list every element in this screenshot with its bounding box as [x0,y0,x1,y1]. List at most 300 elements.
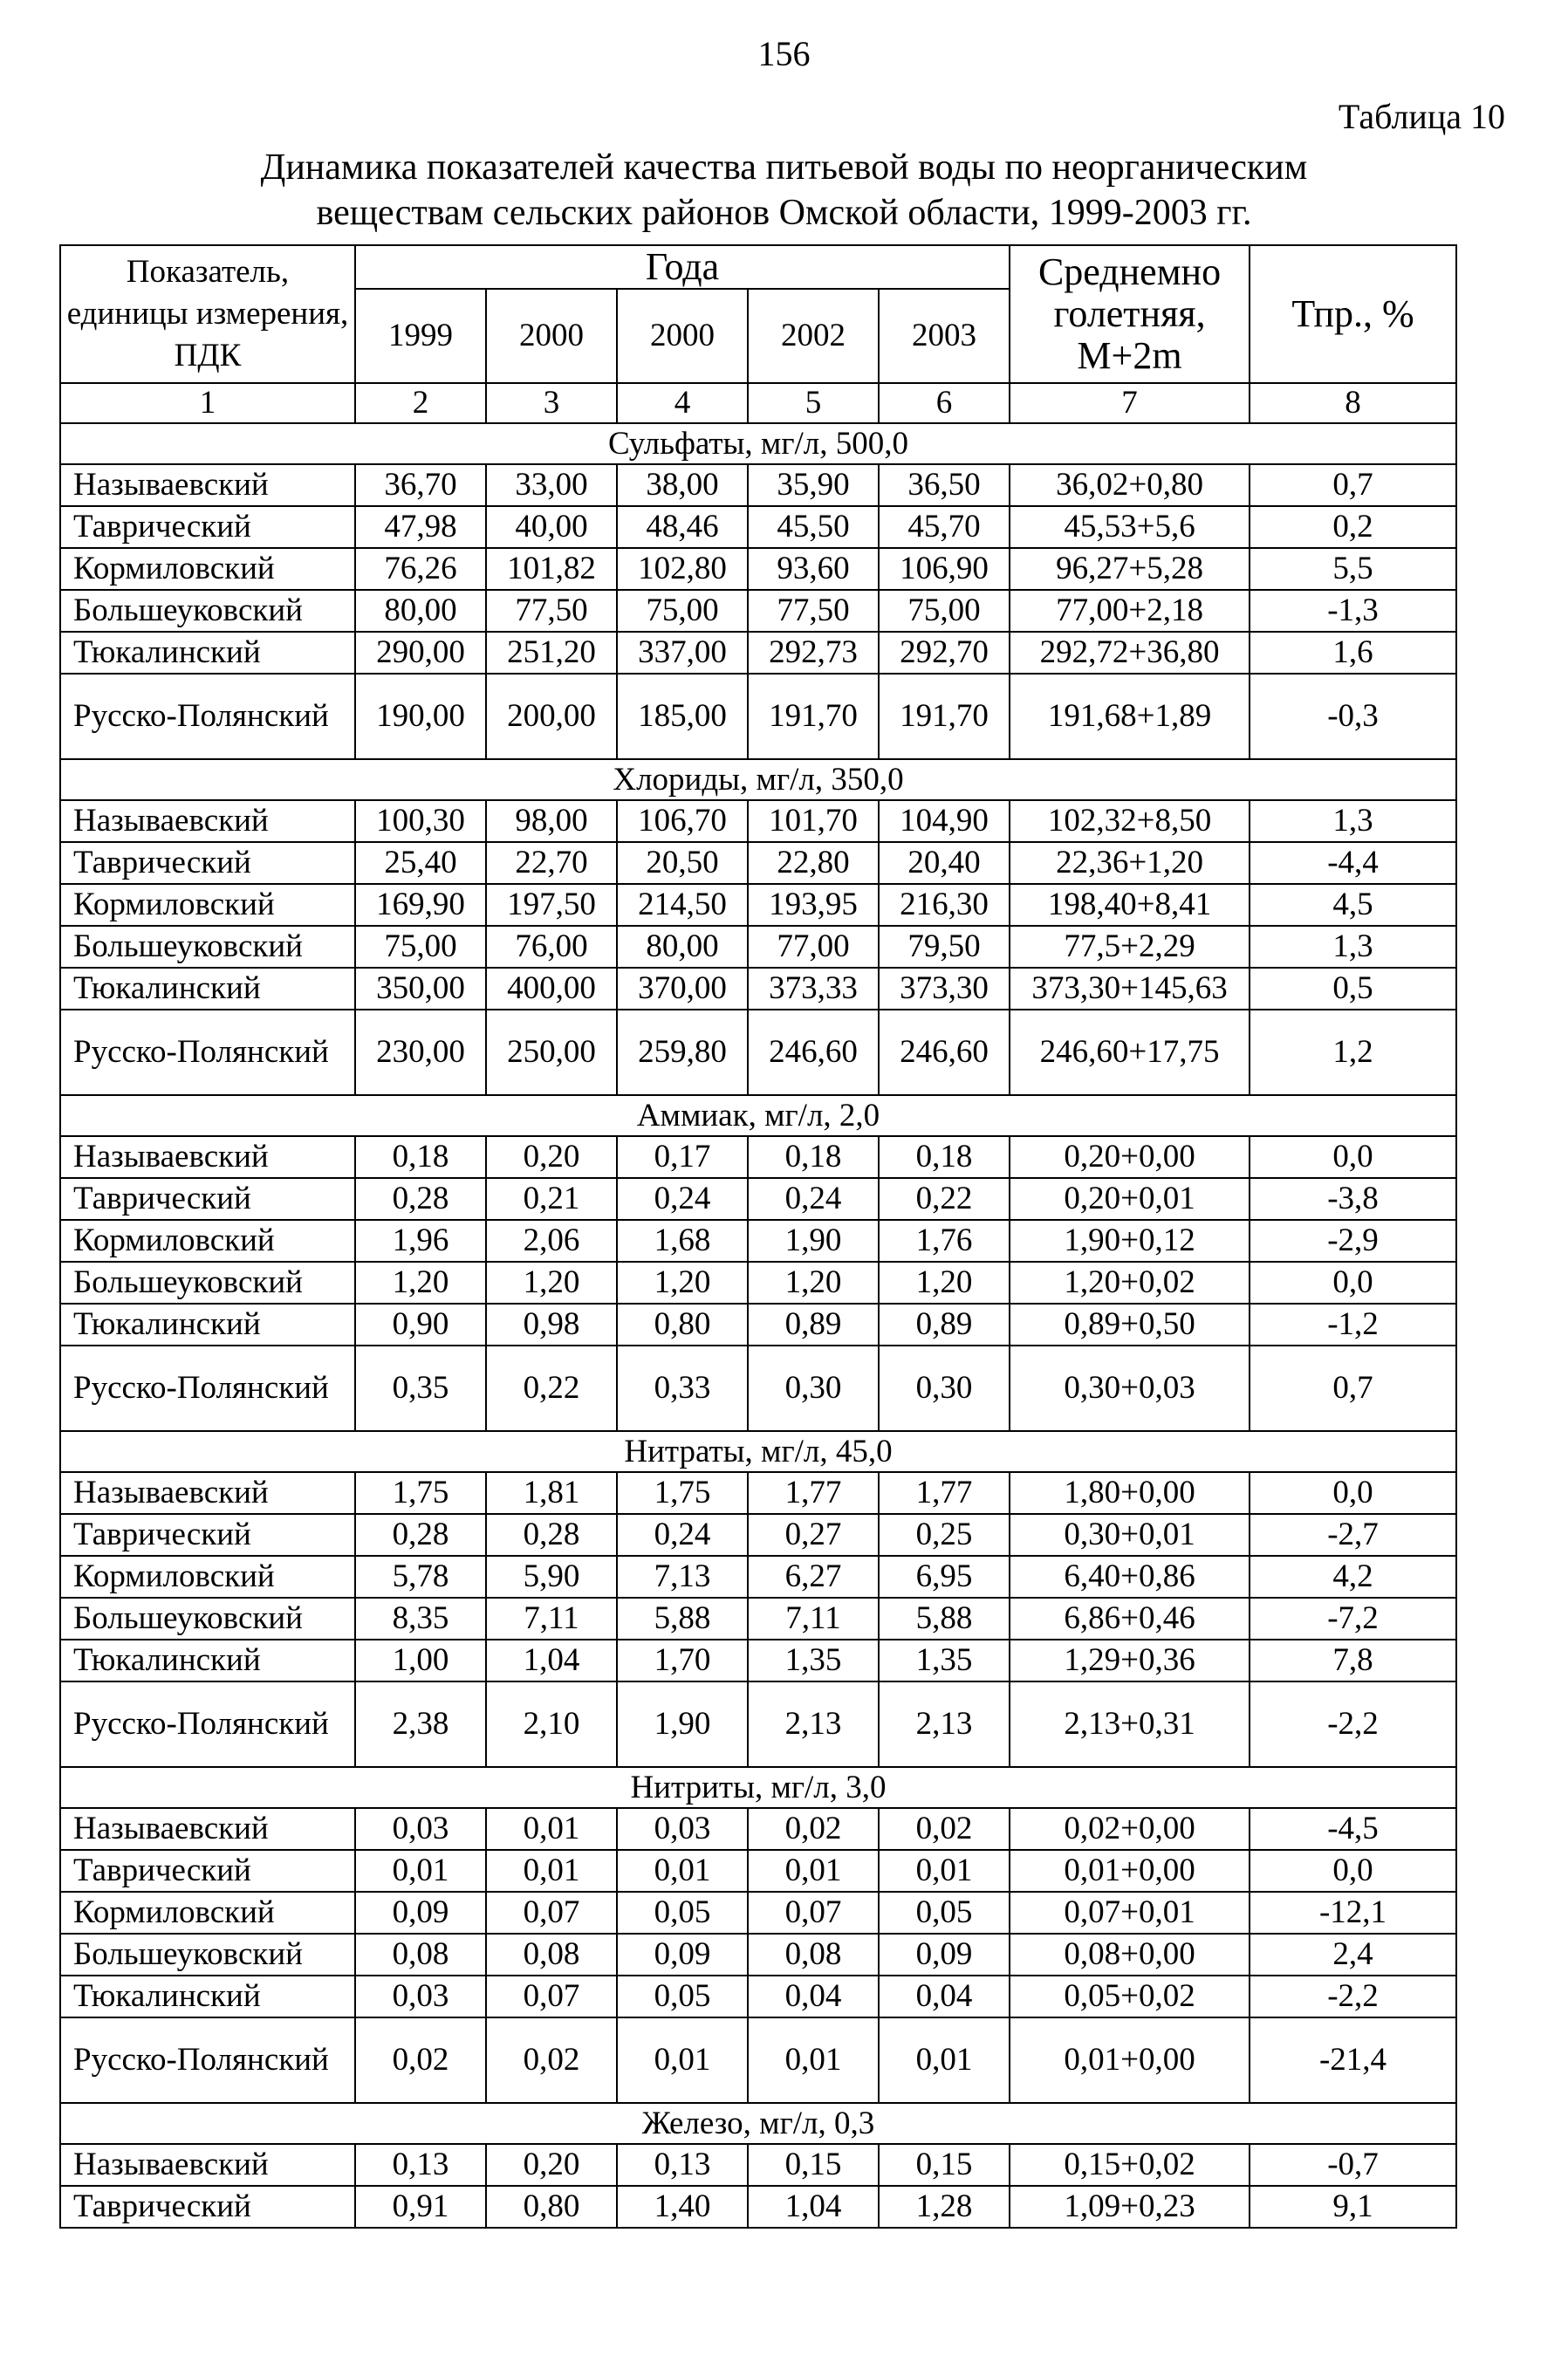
mean-value: 373,30+145,63 [1010,968,1250,1010]
year-value: 191,70 [879,674,1010,759]
year-value: 77,50 [486,590,617,632]
header-tpr: Тпр., % [1250,245,1456,383]
year-value: 20,50 [617,842,748,884]
mean-value: 0,07+0,01 [1010,1892,1250,1934]
mean-value: 0,20+0,01 [1010,1178,1250,1220]
year-value: 0,01 [879,2017,1010,2103]
district-name: Русско-Полянский [60,1346,355,1431]
section-title: Хлориды, мг/л, 350,0 [60,759,1456,800]
table-row [60,1976,1456,2017]
year-value: 0,09 [617,1934,748,1976]
year-value: 5,90 [486,1556,617,1598]
year-value: 246,60 [748,1010,879,1095]
tpr-value: 0,0 [1250,1472,1456,1514]
mean-value: 77,5+2,29 [1010,926,1250,968]
year-value: 200,00 [486,674,617,759]
year-value: 1,81 [486,1472,617,1514]
mean-value: 198,40+8,41 [1010,884,1250,926]
year-value: 0,02 [879,1808,1010,1850]
district-name: Тюкалинский [60,632,355,674]
table-row [60,1850,1456,1892]
district-name: Кормиловский [60,884,355,926]
year-value: 75,00 [879,590,1010,632]
section-title: Нитриты, мг/л, 3,0 [60,1767,1456,1808]
year-value: 0,07 [486,1976,617,2017]
year-value: 0,20 [486,2144,617,2186]
section-row [60,759,1456,800]
year-value: 0,15 [879,2144,1010,2186]
mean-value: 1,90+0,12 [1010,1220,1250,1262]
table-row [60,548,1456,590]
mean-value: 0,01+0,00 [1010,2017,1250,2103]
table-row [60,1304,1456,1346]
year-value: 0,05 [617,1892,748,1934]
tpr-value: 9,1 [1250,2186,1456,2228]
year-value: 251,20 [486,632,617,674]
year-value: 0,30 [748,1346,879,1431]
year-value: 7,11 [486,1598,617,1640]
year-value: 1,20 [879,1262,1010,1304]
column-number-row [60,383,1456,423]
column-number: 8 [1250,383,1456,423]
district-name: Большеуковский [60,1598,355,1640]
year-value: 101,70 [748,800,879,842]
table-row [60,1472,1456,1514]
section-row [60,1095,1456,1136]
year-value: 25,40 [355,842,486,884]
year-value: 0,01 [748,1850,879,1892]
year-value: 0,07 [486,1892,617,1934]
mean-value: 0,02+0,00 [1010,1808,1250,1850]
district-name: Тюкалинский [60,1304,355,1346]
year-value: 370,00 [617,968,748,1010]
column-number: 3 [486,383,617,423]
year-value: 0,33 [617,1346,748,1431]
district-name: Большеуковский [60,1934,355,1976]
district-name: Кормиловский [60,1220,355,1262]
year-value: 0,08 [748,1934,879,1976]
year-value: 1,75 [617,1472,748,1514]
year-value: 2,38 [355,1681,486,1767]
year-value: 0,89 [879,1304,1010,1346]
year-value: 101,82 [486,548,617,590]
year-value: 5,88 [617,1598,748,1640]
year-value: 0,09 [879,1934,1010,1976]
year-value: 1,77 [879,1472,1010,1514]
year-value: 8,35 [355,1598,486,1640]
year-value: 0,21 [486,1178,617,1220]
year-value: 0,01 [486,1808,617,1850]
mean-value: 0,05+0,02 [1010,1976,1250,2017]
year-value: 1,68 [617,1220,748,1262]
year-value: 292,70 [879,632,1010,674]
title-line-2: веществам сельских районов Омской области, 1999-2003 гг. [316,193,1252,233]
year-value: 40,00 [486,506,617,548]
year-value: 0,04 [879,1976,1010,2017]
column-number: 2 [355,383,486,423]
tpr-value: 1,3 [1250,926,1456,968]
district-name: Таврический [60,842,355,884]
district-name: Таврический [60,2186,355,2228]
tpr-value: 4,2 [1250,1556,1456,1598]
year-value: 0,15 [748,2144,879,2186]
district-name: Русско-Полянский [60,2017,355,2103]
year-value: 6,95 [879,1556,1010,1598]
year-value: 38,00 [617,464,748,506]
mean-value: 0,89+0,50 [1010,1304,1250,1346]
year-value: 0,01 [617,2017,748,2103]
table-row [60,1598,1456,1640]
year-value: 45,50 [748,506,879,548]
year-value: 230,00 [355,1010,486,1095]
table-row [60,1346,1456,1431]
year-value: 2,13 [879,1681,1010,1767]
mean-value: 292,72+36,80 [1010,632,1250,674]
year-value: 75,00 [355,926,486,968]
tpr-value: -7,2 [1250,1598,1456,1640]
tpr-value: -0,7 [1250,2144,1456,2186]
table-row [60,2144,1456,2186]
year-value: 0,09 [355,1892,486,1934]
district-name: Тюкалинский [60,968,355,1010]
column-number: 5 [748,383,879,423]
year-value: 106,70 [617,800,748,842]
table-row [60,1681,1456,1767]
year-value: 5,88 [879,1598,1010,1640]
district-name: Называевский [60,1808,355,1850]
year-value: 106,90 [879,548,1010,590]
tpr-value: -21,4 [1250,2017,1456,2103]
column-number: 7 [1010,383,1250,423]
year-value: 80,00 [355,590,486,632]
tpr-value: -2,2 [1250,1976,1456,2017]
mean-value: 6,86+0,46 [1010,1598,1250,1640]
tpr-value: -1,2 [1250,1304,1456,1346]
year-value: 35,90 [748,464,879,506]
district-name: Кормиловский [60,548,355,590]
year-value: 1,20 [617,1262,748,1304]
section-title: Аммиак, мг/л, 2,0 [60,1095,1456,1136]
year-value: 0,01 [617,1850,748,1892]
mean-value: 96,27+5,28 [1010,548,1250,590]
year-value: 191,70 [748,674,879,759]
year-value: 185,00 [617,674,748,759]
year-value: 0,80 [617,1304,748,1346]
year-value: 33,00 [486,464,617,506]
year-value: 0,90 [355,1304,486,1346]
column-number: 4 [617,383,748,423]
year-value: 1,77 [748,1472,879,1514]
year-value: 76,00 [486,926,617,968]
tpr-value: -2,7 [1250,1514,1456,1556]
year-value: 0,01 [879,1850,1010,1892]
mean-value: 1,20+0,02 [1010,1262,1250,1304]
tpr-value: 0,7 [1250,464,1456,506]
year-value: 350,00 [355,968,486,1010]
year-value: 0,05 [617,1976,748,2017]
year-value: 100,30 [355,800,486,842]
table-row [60,1934,1456,1976]
mean-value: 1,09+0,23 [1010,2186,1250,2228]
table-row [60,632,1456,674]
tpr-value: -3,8 [1250,1178,1456,1220]
mean-value: 0,30+0,03 [1010,1346,1250,1431]
year-value: 0,98 [486,1304,617,1346]
year-value: 0,13 [355,2144,486,2186]
year-value: 169,90 [355,884,486,926]
header-years-group: Года [355,245,1010,289]
year-value: 93,60 [748,548,879,590]
mean-value: 1,29+0,36 [1010,1640,1250,1681]
year-value: 292,73 [748,632,879,674]
table-row [60,842,1456,884]
table-row [60,464,1456,506]
year-value: 1,04 [748,2186,879,2228]
tpr-value: 5,5 [1250,548,1456,590]
year-value: 1,28 [879,2186,1010,2228]
year-value: 77,00 [748,926,879,968]
header-year: 2002 [748,289,879,383]
district-name: Большеуковский [60,926,355,968]
mean-value: 1,80+0,00 [1010,1472,1250,1514]
tpr-value: -2,2 [1250,1681,1456,1767]
district-name: Русско-Полянский [60,674,355,759]
year-value: 77,50 [748,590,879,632]
year-value: 0,20 [486,1136,617,1178]
district-name: Русско-Полянский [60,1681,355,1767]
year-value: 0,24 [617,1178,748,1220]
district-name: Большеуковский [60,1262,355,1304]
year-value: 2,06 [486,1220,617,1262]
table-row [60,1220,1456,1262]
year-value: 1,00 [355,1640,486,1681]
year-value: 1,20 [355,1262,486,1304]
mean-value: 0,20+0,00 [1010,1136,1250,1178]
year-value: 5,78 [355,1556,486,1598]
page-number: 156 [757,34,811,73]
table-row [60,1136,1456,1178]
year-value: 22,80 [748,842,879,884]
district-name: Называевский [60,1136,355,1178]
district-name: Называевский [60,800,355,842]
district-name: Кормиловский [60,1892,355,1934]
table-row [60,926,1456,968]
year-value: 0,03 [355,1808,486,1850]
tpr-value: -4,5 [1250,1808,1456,1850]
year-value: 20,40 [879,842,1010,884]
year-value: 102,80 [617,548,748,590]
year-value: 214,50 [617,884,748,926]
year-value: 0,91 [355,2186,486,2228]
mean-value: 0,30+0,01 [1010,1514,1250,1556]
year-value: 76,26 [355,548,486,590]
table-row [60,968,1456,1010]
year-value: 290,00 [355,632,486,674]
mean-value: 0,08+0,00 [1010,1934,1250,1976]
year-value: 0,22 [879,1178,1010,1220]
year-value: 0,18 [748,1136,879,1178]
year-value: 1,90 [617,1681,748,1767]
year-value: 193,95 [748,884,879,926]
year-value: 1,20 [486,1262,617,1304]
year-value: 0,27 [748,1514,879,1556]
year-value: 79,50 [879,926,1010,968]
year-value: 0,08 [486,1934,617,1976]
mean-value: 77,00+2,18 [1010,590,1250,632]
column-number: 6 [879,383,1010,423]
year-value: 36,50 [879,464,1010,506]
year-value: 0,28 [355,1514,486,1556]
year-value: 0,03 [355,1976,486,2017]
year-value: 250,00 [486,1010,617,1095]
district-name: Таврический [60,1514,355,1556]
table-row [60,590,1456,632]
year-value: 104,90 [879,800,1010,842]
year-value: 1,35 [879,1640,1010,1681]
year-value: 0,01 [748,2017,879,2103]
table-row [60,1556,1456,1598]
year-value: 0,13 [617,2144,748,2186]
year-value: 36,70 [355,464,486,506]
year-value: 2,13 [748,1681,879,1767]
year-value: 0,80 [486,2186,617,2228]
year-value: 197,50 [486,884,617,926]
year-value: 1,20 [748,1262,879,1304]
year-value: 48,46 [617,506,748,548]
year-value: 0,04 [748,1976,879,2017]
year-value: 0,89 [748,1304,879,1346]
year-value: 1,04 [486,1640,617,1681]
mean-value: 36,02+0,80 [1010,464,1250,506]
year-value: 1,40 [617,2186,748,2228]
district-name: Называевский [60,2144,355,2186]
section-row [60,1767,1456,1808]
year-value: 0,07 [748,1892,879,1934]
mean-value: 246,60+17,75 [1010,1010,1250,1095]
tpr-value: 0,0 [1250,1262,1456,1304]
year-value: 190,00 [355,674,486,759]
year-value: 0,24 [617,1514,748,1556]
year-value: 0,03 [617,1808,748,1850]
mean-value: 0,15+0,02 [1010,2144,1250,2186]
header-row-1 [60,245,1456,289]
district-name: Таврический [60,1850,355,1892]
year-value: 246,60 [879,1010,1010,1095]
year-value: 2,10 [486,1681,617,1767]
header-mean: Среднемно голетняя, М+2m [1010,245,1250,383]
year-value: 373,30 [879,968,1010,1010]
year-value: 7,11 [748,1598,879,1640]
mean-value: 191,68+1,89 [1010,674,1250,759]
district-name: Тюкалинский [60,1640,355,1681]
title-line-1: Динамика показателей качества питьевой воды по неорганическим [260,147,1308,188]
header-year: 2000 [617,289,748,383]
district-name: Таврический [60,506,355,548]
table-row [60,1178,1456,1220]
column-number: 1 [60,383,355,423]
table-row [60,1892,1456,1934]
year-value: 0,28 [355,1178,486,1220]
table-row [60,2186,1456,2228]
year-value: 0,25 [879,1514,1010,1556]
section-title: Нитраты, мг/л, 45,0 [60,1431,1456,1472]
district-name: Большеуковский [60,590,355,632]
tpr-value: 1,3 [1250,800,1456,842]
table-row [60,1640,1456,1681]
tpr-value: 0,7 [1250,1346,1456,1431]
year-value: 337,00 [617,632,748,674]
mean-value: 102,32+8,50 [1010,800,1250,842]
section-title: Сульфаты, мг/л, 500,0 [60,423,1456,464]
table-label: Таблица 10 [1338,97,1505,136]
year-value: 45,70 [879,506,1010,548]
section-row [60,1431,1456,1472]
year-value: 0,22 [486,1346,617,1431]
table-row [60,1808,1456,1850]
year-value: 98,00 [486,800,617,842]
year-value: 259,80 [617,1010,748,1095]
table-row [60,674,1456,759]
tpr-value: -2,9 [1250,1220,1456,1262]
year-value: 0,01 [355,1850,486,1892]
mean-value: 2,13+0,31 [1010,1681,1250,1767]
year-value: 80,00 [617,926,748,968]
year-value: 0,05 [879,1892,1010,1934]
tpr-value: 0,0 [1250,1850,1456,1892]
mean-value: 0,01+0,00 [1010,1850,1250,1892]
table-row [60,800,1456,842]
mean-value: 45,53+5,6 [1010,506,1250,548]
year-value: 1,75 [355,1472,486,1514]
district-name: Таврический [60,1178,355,1220]
section-row [60,2103,1456,2144]
year-value: 0,02 [486,2017,617,2103]
tpr-value: -4,4 [1250,842,1456,884]
year-value: 0,02 [355,2017,486,2103]
year-value: 0,18 [355,1136,486,1178]
table-row [60,2017,1456,2103]
tpr-value: 2,4 [1250,1934,1456,1976]
table-row [60,1262,1456,1304]
year-value: 7,13 [617,1556,748,1598]
year-value: 0,02 [748,1808,879,1850]
year-value: 75,00 [617,590,748,632]
year-value: 1,70 [617,1640,748,1681]
year-value: 1,35 [748,1640,879,1681]
year-value: 0,17 [617,1136,748,1178]
district-name: Кормиловский [60,1556,355,1598]
tpr-value: -1,3 [1250,590,1456,632]
tpr-value: 7,8 [1250,1640,1456,1681]
tpr-value: 1,6 [1250,632,1456,674]
year-value: 0,08 [355,1934,486,1976]
year-value: 0,35 [355,1346,486,1431]
table-row [60,884,1456,926]
section-title: Железо, мг/л, 0,3 [60,2103,1456,2144]
header-year: 1999 [355,289,486,383]
district-name: Называевский [60,1472,355,1514]
section-row [60,423,1456,464]
year-value: 6,27 [748,1556,879,1598]
tpr-value: 0,0 [1250,1136,1456,1178]
year-value: 1,76 [879,1220,1010,1262]
tpr-value: 0,2 [1250,506,1456,548]
year-value: 0,24 [748,1178,879,1220]
tpr-value: 1,2 [1250,1010,1456,1095]
tpr-value: -0,3 [1250,674,1456,759]
year-value: 0,30 [879,1346,1010,1431]
mean-value: 22,36+1,20 [1010,842,1250,884]
